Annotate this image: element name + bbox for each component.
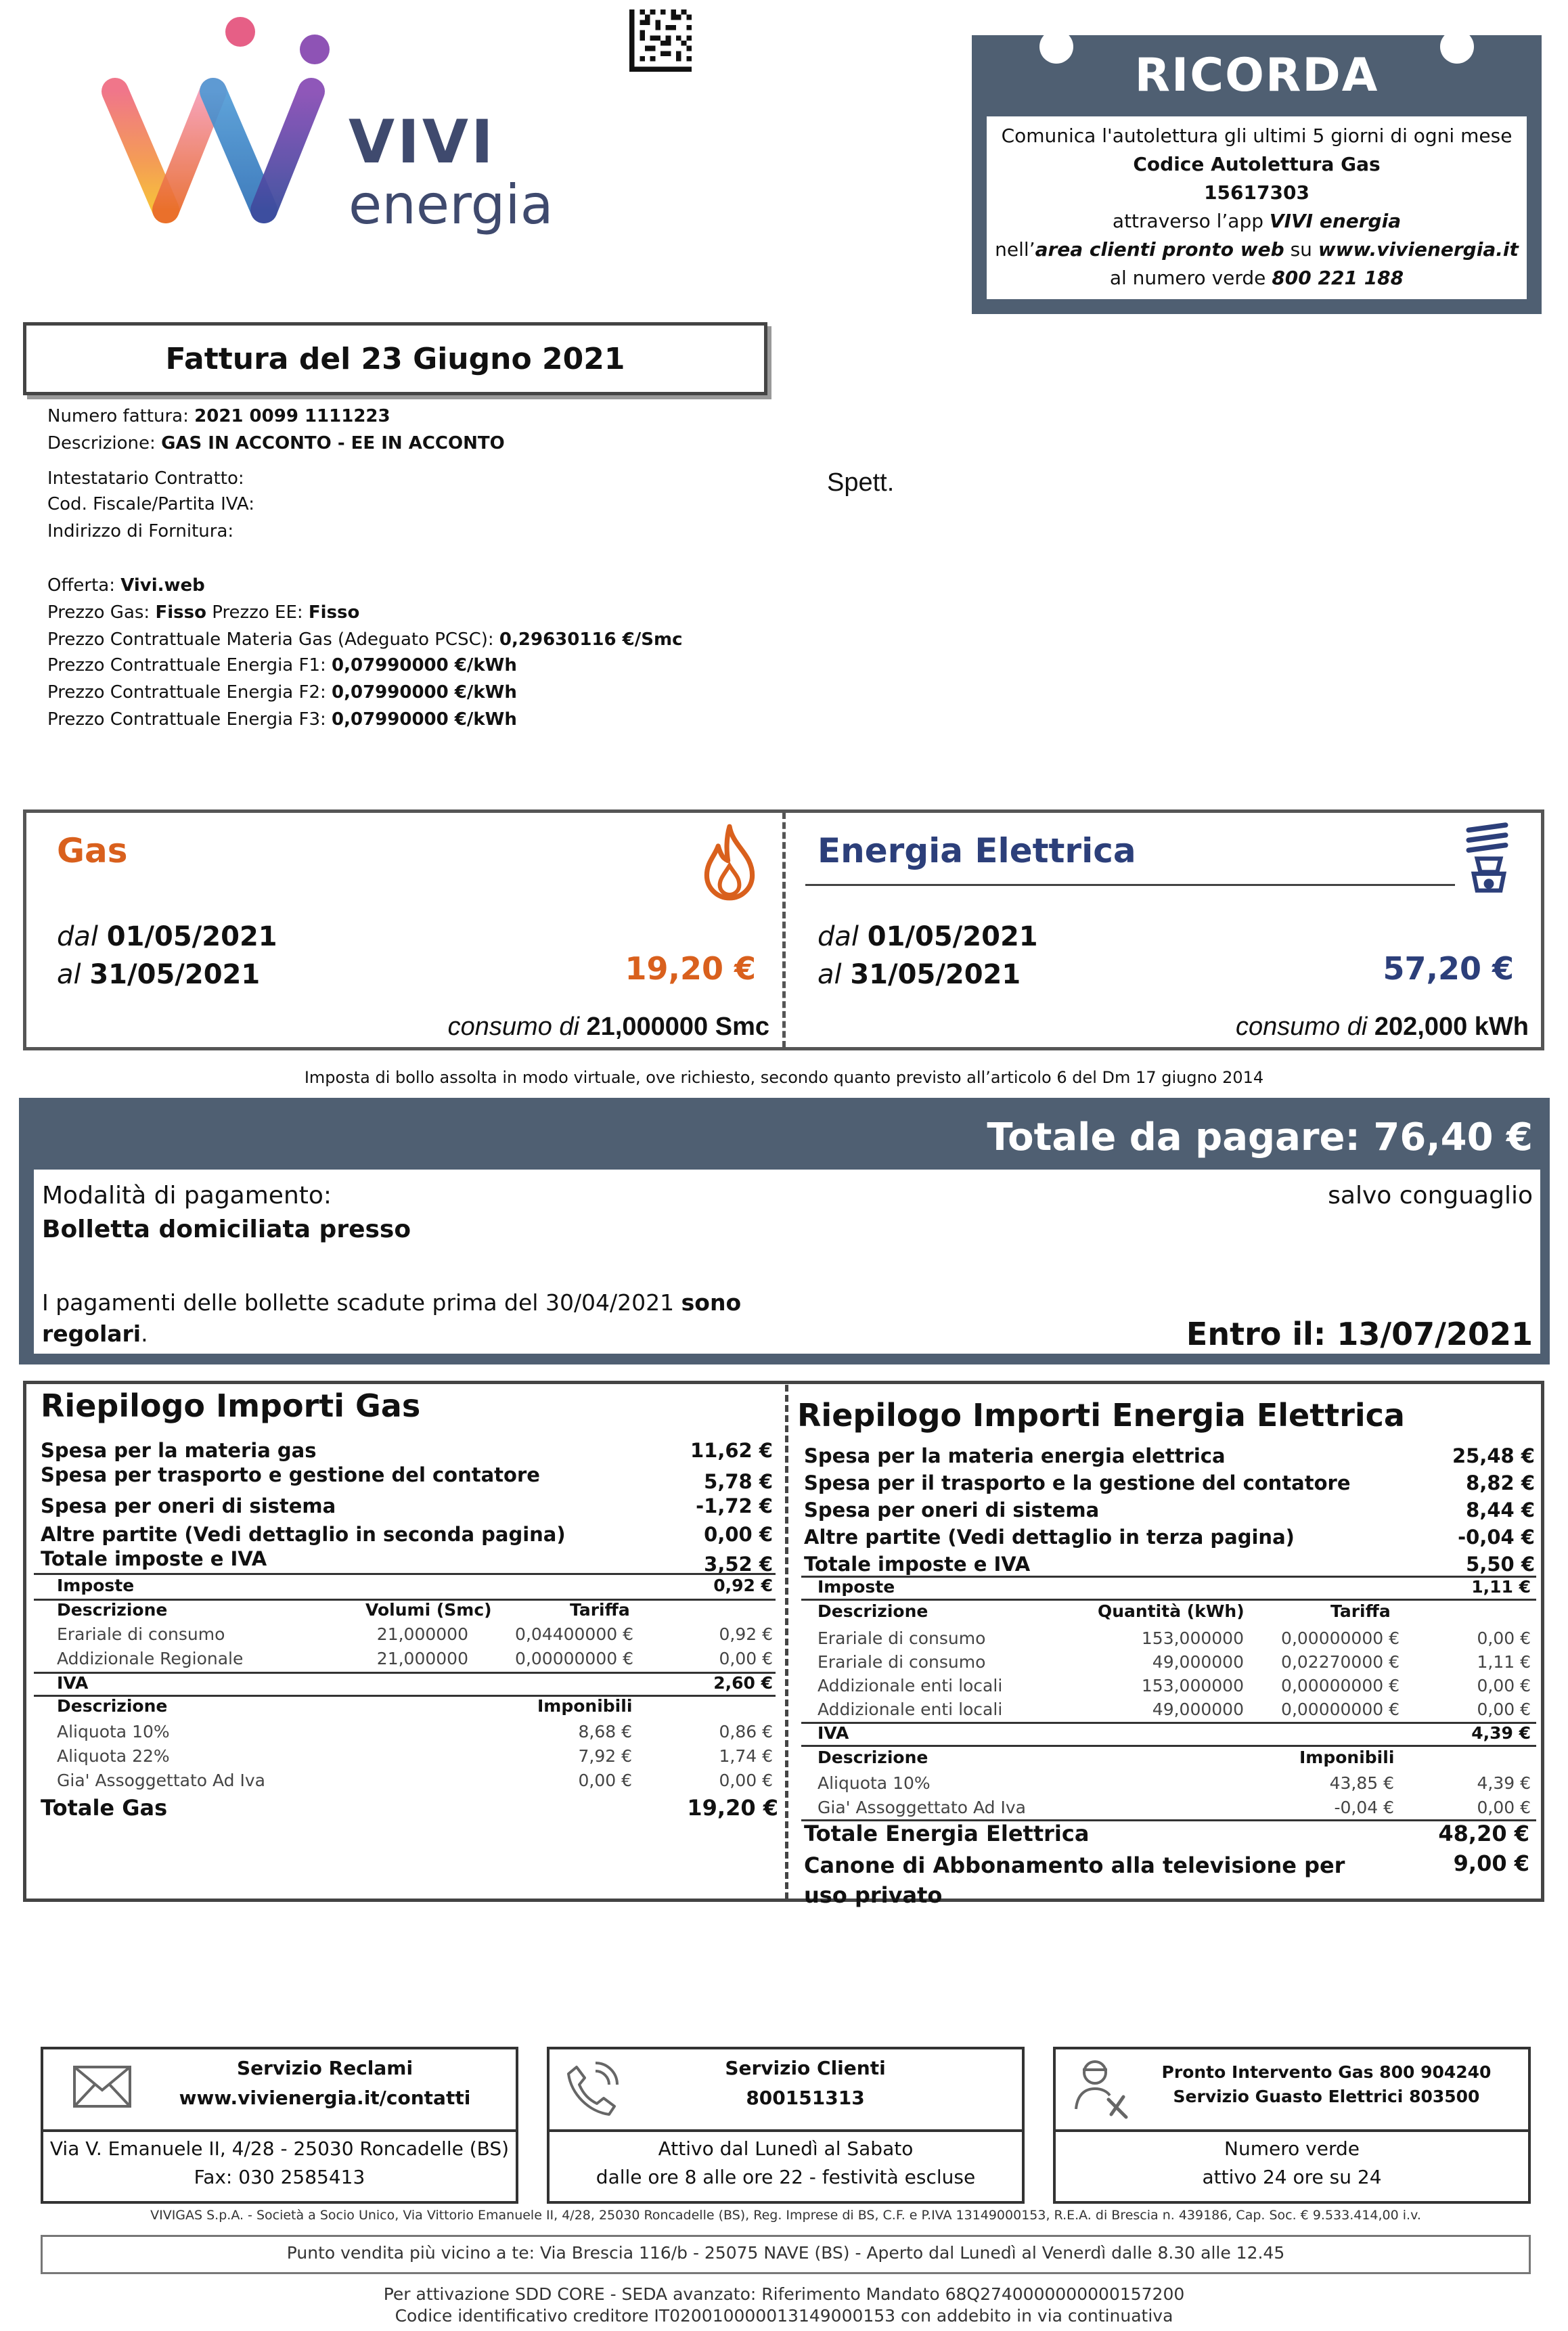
label: Offerta: [47, 575, 121, 596]
text: uso privato [804, 1882, 943, 1908]
lightbulb-icon [1462, 822, 1516, 906]
separator [801, 1576, 1536, 1578]
table-row [817, 1773, 1531, 1798]
punto-vendita: Punto vendita più vicino a te: Via Brescia 116/b - 25075 NAVE (BS) - Aperto dal Lunedì al Venerdì dalle 8.30 alle 12.45 [286, 2243, 1285, 2263]
separator [801, 1599, 1536, 1601]
datamatrix-code [629, 9, 692, 72]
gas-imposte-table [57, 1624, 773, 1672]
amount: 1,11 € [1477, 1652, 1531, 1672]
amount: 0,00 € [1477, 1628, 1531, 1648]
imponibile: -0,04 € [1334, 1798, 1394, 1817]
riep-gas-rows [41, 1439, 773, 1574]
value: Vivi.web [120, 575, 205, 596]
text: dalle ore 8 alle ore 22 - festività escluse [596, 2166, 976, 2188]
value: 0,07990000 €/kWh [332, 655, 517, 675]
date: 01/05/2021 [106, 921, 277, 952]
riep-ee-rows [804, 1444, 1535, 1580]
invoice-title: Fattura del 23 Giugno 2021 [23, 322, 767, 395]
ee-h-tariffa: Tariffa [1330, 1601, 1391, 1621]
table-row [817, 1798, 1531, 1822]
label: dal [817, 921, 868, 952]
label: Spesa per trasporto e gestione del contatore [41, 1463, 540, 1486]
table-row [57, 1771, 773, 1795]
numero-verde: 800 221 188 [1272, 267, 1404, 289]
text: Servizio Reclami [236, 2057, 413, 2079]
text: I pagamenti delle bollette scadute prima del 30/04/2021 [42, 1289, 681, 1316]
volume: 21,000000 [376, 1624, 468, 1644]
volume: 21,000000 [376, 1649, 468, 1668]
value: GAS IN ACCONTO - EE IN ACCONTO [161, 433, 505, 453]
gas-imposte-value: 0,92 € [713, 1576, 773, 1595]
modalita-pagamento: Modalità di pagamento: [42, 1182, 332, 1209]
label: al [817, 959, 851, 990]
riep-gas-row [41, 1494, 773, 1523]
ee-amount: 57,20 € [1383, 950, 1514, 987]
quantita: 153,000000 [1141, 1628, 1244, 1648]
text: Via V. Emanuele II, 4/28 - 25030 Roncadelle (BS) [49, 2137, 510, 2160]
amount: 0,00 € [1477, 1798, 1531, 1817]
amount: 0,86 € [719, 1722, 773, 1741]
technician-icon [1068, 2055, 1133, 2120]
text: Pronto Intervento Gas 800 904240 [1161, 2062, 1492, 2082]
value: 0,07990000 €/kWh [332, 682, 517, 703]
riep-gas-row [41, 1463, 773, 1494]
indirizzo-fornitura: Indirizzo di Fornitura: [47, 521, 234, 541]
brand-vivi: VIVI [349, 107, 496, 177]
prezzo-f1 [47, 655, 517, 675]
ee-h-quantita: Quantità (kWh) [1098, 1601, 1245, 1621]
value: -0,04 € [1458, 1526, 1535, 1549]
spett: Spett. [827, 468, 895, 497]
label: Prezzo Contrattuale Materia Gas (Adeguato PCSC): [47, 629, 499, 650]
label: dal [57, 921, 107, 952]
prezzo-gas-ee [47, 602, 359, 623]
imponibile: 7,92 € [578, 1746, 632, 1766]
totale-gas-label: Totale Gas [41, 1795, 168, 1821]
clienti-body [547, 2135, 1025, 2192]
ee-underline [805, 884, 1455, 886]
tariffa: 0,00000000 € [1281, 1676, 1399, 1695]
label: Numero fattura: [47, 406, 195, 426]
ee-h-descr: Descrizione [817, 1601, 928, 1621]
label: Prezzo Contrattuale Energia F1: [47, 655, 332, 675]
text: sono [681, 1289, 742, 1316]
amount: 0,00 € [719, 1649, 773, 1668]
website-link[interactable]: www.vivienergia.it [1318, 238, 1519, 261]
prezzo-materia-gas [47, 629, 682, 650]
descr: Aliquota 10% [817, 1773, 931, 1793]
ricorda-codice-label: Codice Autolettura Gas [1133, 153, 1381, 175]
riep-gas-row [41, 1547, 773, 1574]
ee-imposte-label: Imposte [817, 1577, 895, 1597]
ee-iva-label: IVA [817, 1723, 849, 1743]
gas-title: Gas [57, 831, 128, 870]
reclami-body [41, 2135, 518, 2192]
legal-info: VIVIGAS S.p.A. - Società a Socio Unico, Via Vittorio Emanuele II, 4/28, 25030 Roncadelle (BS), Reg. Imprese di BS, C.F. e P.IVA 13149000153, R.E.A. di Brescia n. 439186, Cap. Soc. € 9.533.414,00 i.v. [150, 2208, 1421, 2223]
label: Totale imposte e IVA [804, 1553, 1031, 1576]
totale-gas-value: 19,20 € [687, 1795, 778, 1821]
tariffa: 0,02270000 € [1281, 1652, 1399, 1672]
totale-ee-value: 48,20 € [1438, 1821, 1529, 1846]
imponibile: 43,85 € [1329, 1773, 1394, 1793]
gas-h-descr: Descrizione [57, 1600, 168, 1620]
label: Prezzo Contrattuale Energia F3: [47, 709, 332, 730]
value: 8,82 € [1466, 1471, 1535, 1494]
ee-title: Energia Elettrica [817, 831, 1136, 870]
riepilogo-divider [785, 1385, 788, 1899]
text: Attivo dal Lunedì al Sabato [658, 2137, 914, 2160]
label: Spesa per la materia energia elettrica [804, 1444, 1226, 1467]
summary-divider [782, 812, 786, 1048]
text: Per attivazione SDD CORE - SEDA avanzato: Riferimento Mandato 68Q2740000000000157200 [383, 2284, 1185, 2304]
label: Prezzo Contrattuale Energia F2: [47, 682, 332, 703]
ee-h-imponibili: Imponibili [1299, 1748, 1395, 1767]
gas-h-descr2: Descrizione [57, 1696, 168, 1716]
text: Codice identificativo creditore IT020010000013149000153 con addebito in via continuativa [395, 2306, 1173, 2326]
numero-fattura [47, 406, 390, 426]
bollo-note: Imposta di bollo assolta in modo virtuale, ove richiesto, secondo quanto previsto all’articolo 6 del Dm 17 giugno 2014 [304, 1068, 1264, 1087]
tariffa: 0,04400000 € [515, 1624, 633, 1644]
descr: Erariale di consumo [817, 1628, 986, 1648]
ricorda-web-line [987, 236, 1527, 264]
date: 01/05/2021 [867, 921, 1038, 952]
text: 800151313 [746, 2087, 865, 2109]
descrizione [47, 433, 505, 453]
ricorda-phone-line [987, 264, 1527, 292]
value: 5,78 € [704, 1470, 773, 1493]
descr: Gia' Assoggettato Ad Iva [57, 1771, 265, 1790]
table-row [817, 1628, 1531, 1652]
ricorda-title: RICORDA [1134, 49, 1379, 102]
text: Canone di Abbonamento alla televisione per [804, 1852, 1345, 1878]
table-row [57, 1624, 773, 1649]
separator [34, 1672, 776, 1674]
descr: Aliquota 10% [57, 1722, 170, 1741]
flame-icon [697, 822, 762, 903]
label: Totale imposte e IVA [41, 1547, 267, 1570]
text: regolari [42, 1320, 141, 1347]
label: Altre partite (Vedi dettaglio in seconda pagina) [41, 1523, 566, 1546]
salvo-conguaglio: salvo conguaglio [1328, 1182, 1533, 1209]
clienti-header [636, 2054, 975, 2113]
label: Spesa per oneri di sistema [804, 1498, 1100, 1522]
amount: 0,92 € [719, 1624, 773, 1644]
gas-imposte-label: Imposte [57, 1576, 135, 1595]
value: Fisso [308, 602, 360, 623]
ee-imposte-value: 1,11 € [1471, 1577, 1531, 1597]
text: . [141, 1320, 148, 1347]
date: 31/05/2021 [89, 959, 261, 990]
riep-gas-title: Riepilogo Importi Gas [41, 1388, 421, 1424]
brand-energia: energia [349, 173, 554, 236]
offerta [47, 575, 205, 596]
amount: 0,00 € [1477, 1700, 1531, 1719]
quantita: 49,000000 [1152, 1700, 1244, 1719]
imponibile: 8,68 € [578, 1722, 632, 1741]
descr: Gia' Assoggettato Ad Iva [817, 1798, 1026, 1817]
totale-ee-label: Totale Energia Elettrica [804, 1821, 1090, 1846]
sdd-info [0, 2284, 1568, 2327]
gas-period [57, 918, 277, 994]
text: su [1284, 238, 1318, 261]
label: Spesa per il trasporto e la gestione del contatore [804, 1471, 1351, 1494]
ee-h-descr2: Descrizione [817, 1748, 928, 1767]
label: consumo di [1235, 1013, 1374, 1041]
prezzo-f2 [47, 682, 517, 703]
gas-amount: 19,20 € [625, 950, 756, 987]
pronto-header [1137, 2060, 1516, 2109]
pagamenti-note [42, 1287, 786, 1350]
canone-value: 9,00 € [1453, 1850, 1529, 1876]
label: Spesa per la materia gas [41, 1439, 317, 1462]
amount: 4,39 € [1477, 1773, 1531, 1793]
value: 11,62 € [690, 1439, 773, 1462]
tariffa: 0,00000000 € [1281, 1628, 1399, 1648]
value: 21,000000 Smc [586, 1013, 769, 1041]
gas-h-tariffa: Tariffa [570, 1600, 630, 1620]
value: 0,29630116 €/Smc [499, 629, 683, 650]
gas-iva-label: IVA [57, 1673, 89, 1693]
ee-al [817, 956, 1038, 994]
descr: Erariale di consumo [817, 1652, 986, 1672]
riep-ee-row [804, 1526, 1535, 1553]
riep-ee-title: Riepilogo Importi Energia Elettrica [797, 1397, 1405, 1434]
value: 202,000 kWh [1374, 1013, 1529, 1041]
text: attivo 24 ore su 24 [1202, 2166, 1382, 2188]
gas-iva-value: 2,60 € [713, 1673, 773, 1693]
text: Fax: 030 2585413 [194, 2166, 365, 2188]
label: Spesa per oneri di sistema [41, 1494, 336, 1517]
gas-h-volumi: Volumi (Smc) [365, 1600, 492, 1620]
quantita: 49,000000 [1152, 1652, 1244, 1672]
riep-ee-row [804, 1471, 1535, 1498]
ee-period [817, 918, 1038, 994]
app-name: VIVI energia [1269, 210, 1402, 232]
ee-imposte-table [817, 1628, 1531, 1723]
text: al numero verde [1109, 267, 1272, 289]
quantita: 153,000000 [1141, 1676, 1244, 1695]
label: Altre partite (Vedi dettaglio in terza pagina) [804, 1526, 1295, 1549]
value: 0,00 € [704, 1523, 773, 1546]
riep-ee-row [804, 1444, 1535, 1471]
reclami-header [135, 2054, 514, 2113]
table-row [817, 1652, 1531, 1676]
scadenza: Entro il: 13/07/2021 [1186, 1316, 1533, 1352]
area-clienti: area clienti pronto web [1035, 238, 1284, 261]
separator [801, 1722, 1536, 1724]
riep-ee-row [804, 1498, 1535, 1526]
gas-consumo [448, 1013, 769, 1042]
label: Prezzo EE: [206, 602, 309, 623]
riep-gas-row [41, 1523, 773, 1547]
vivi-energia-logo [102, 17, 575, 240]
riep-gas-row [41, 1439, 773, 1463]
amount: 1,74 € [719, 1746, 773, 1766]
descr: Addizionale enti locali [817, 1700, 1003, 1719]
date: 31/05/2021 [850, 959, 1021, 990]
phone-icon [562, 2058, 623, 2118]
label: consumo di [447, 1013, 587, 1041]
descr: Aliquota 22% [57, 1746, 170, 1766]
table-row [57, 1722, 773, 1746]
label: Prezzo Gas: [47, 602, 156, 623]
gas-iva-table [57, 1722, 773, 1795]
envelope-icon [72, 2063, 133, 2110]
gas-dal [57, 918, 277, 956]
prezzo-f3 [47, 709, 517, 730]
pronto-body [1053, 2135, 1531, 2192]
label: Descrizione: [47, 433, 162, 453]
gas-h-imponibili: Imponibili [537, 1696, 633, 1716]
text: Servizio Clienti [725, 2057, 886, 2079]
ricorda-line: Comunica l'autolettura gli ultimi 5 giorni di ogni mese [1001, 125, 1513, 147]
ricorda-panel [972, 35, 1542, 314]
amount: 0,00 € [719, 1771, 773, 1790]
separator [801, 1745, 1536, 1747]
imponibile: 0,00 € [578, 1771, 632, 1790]
label: al [57, 959, 90, 990]
value: 8,44 € [1466, 1498, 1535, 1522]
text: attraverso l’app [1112, 210, 1270, 232]
value: 5,50 € [1466, 1553, 1535, 1576]
descr: Erariale di consumo [57, 1624, 225, 1644]
ricorda-codice: 15617303 [1204, 181, 1309, 204]
value: 0,07990000 €/kWh [332, 709, 517, 730]
canone-label [804, 1850, 1345, 1910]
ee-iva-value: 4,39 € [1471, 1723, 1531, 1743]
reclami-link[interactable]: www.vivienergia.it/contatti [179, 2087, 471, 2109]
descr: Addizionale Regionale [57, 1649, 244, 1668]
value: -1,72 € [696, 1494, 773, 1517]
table-row [57, 1649, 773, 1672]
text: Servizio Guasto Elettrici 803500 [1173, 2087, 1480, 2106]
totale-da-pagare: Totale da pagare: 76,40 € [987, 1115, 1533, 1159]
ricorda-app-line [987, 207, 1527, 236]
value: 2021 0099 1111223 [194, 406, 390, 426]
value: 25,48 € [1452, 1444, 1535, 1467]
text: Numero verde [1224, 2137, 1360, 2160]
table-row [817, 1700, 1531, 1723]
value: Fisso [155, 602, 206, 623]
ee-iva-table [817, 1773, 1531, 1822]
descr: Addizionale enti locali [817, 1676, 1003, 1695]
ee-consumo [1236, 1013, 1529, 1042]
tariffa: 0,00000000 € [1281, 1700, 1399, 1719]
text: nell’ [995, 238, 1035, 261]
gas-al [57, 956, 277, 994]
tariffa: 0,00000000 € [515, 1649, 633, 1668]
value: 3,52 € [704, 1553, 773, 1576]
ee-dal [817, 918, 1038, 956]
separator [34, 1573, 776, 1575]
table-row [57, 1746, 773, 1771]
cod-fiscale: Cod. Fiscale/Partita IVA: [47, 494, 254, 514]
intestatario: Intestatario Contratto: [47, 468, 244, 489]
ricorda-content [987, 116, 1527, 299]
bolletta-domiciliata: Bolletta domiciliata presso [42, 1216, 411, 1243]
table-row [817, 1676, 1531, 1700]
amount: 0,00 € [1477, 1676, 1531, 1695]
